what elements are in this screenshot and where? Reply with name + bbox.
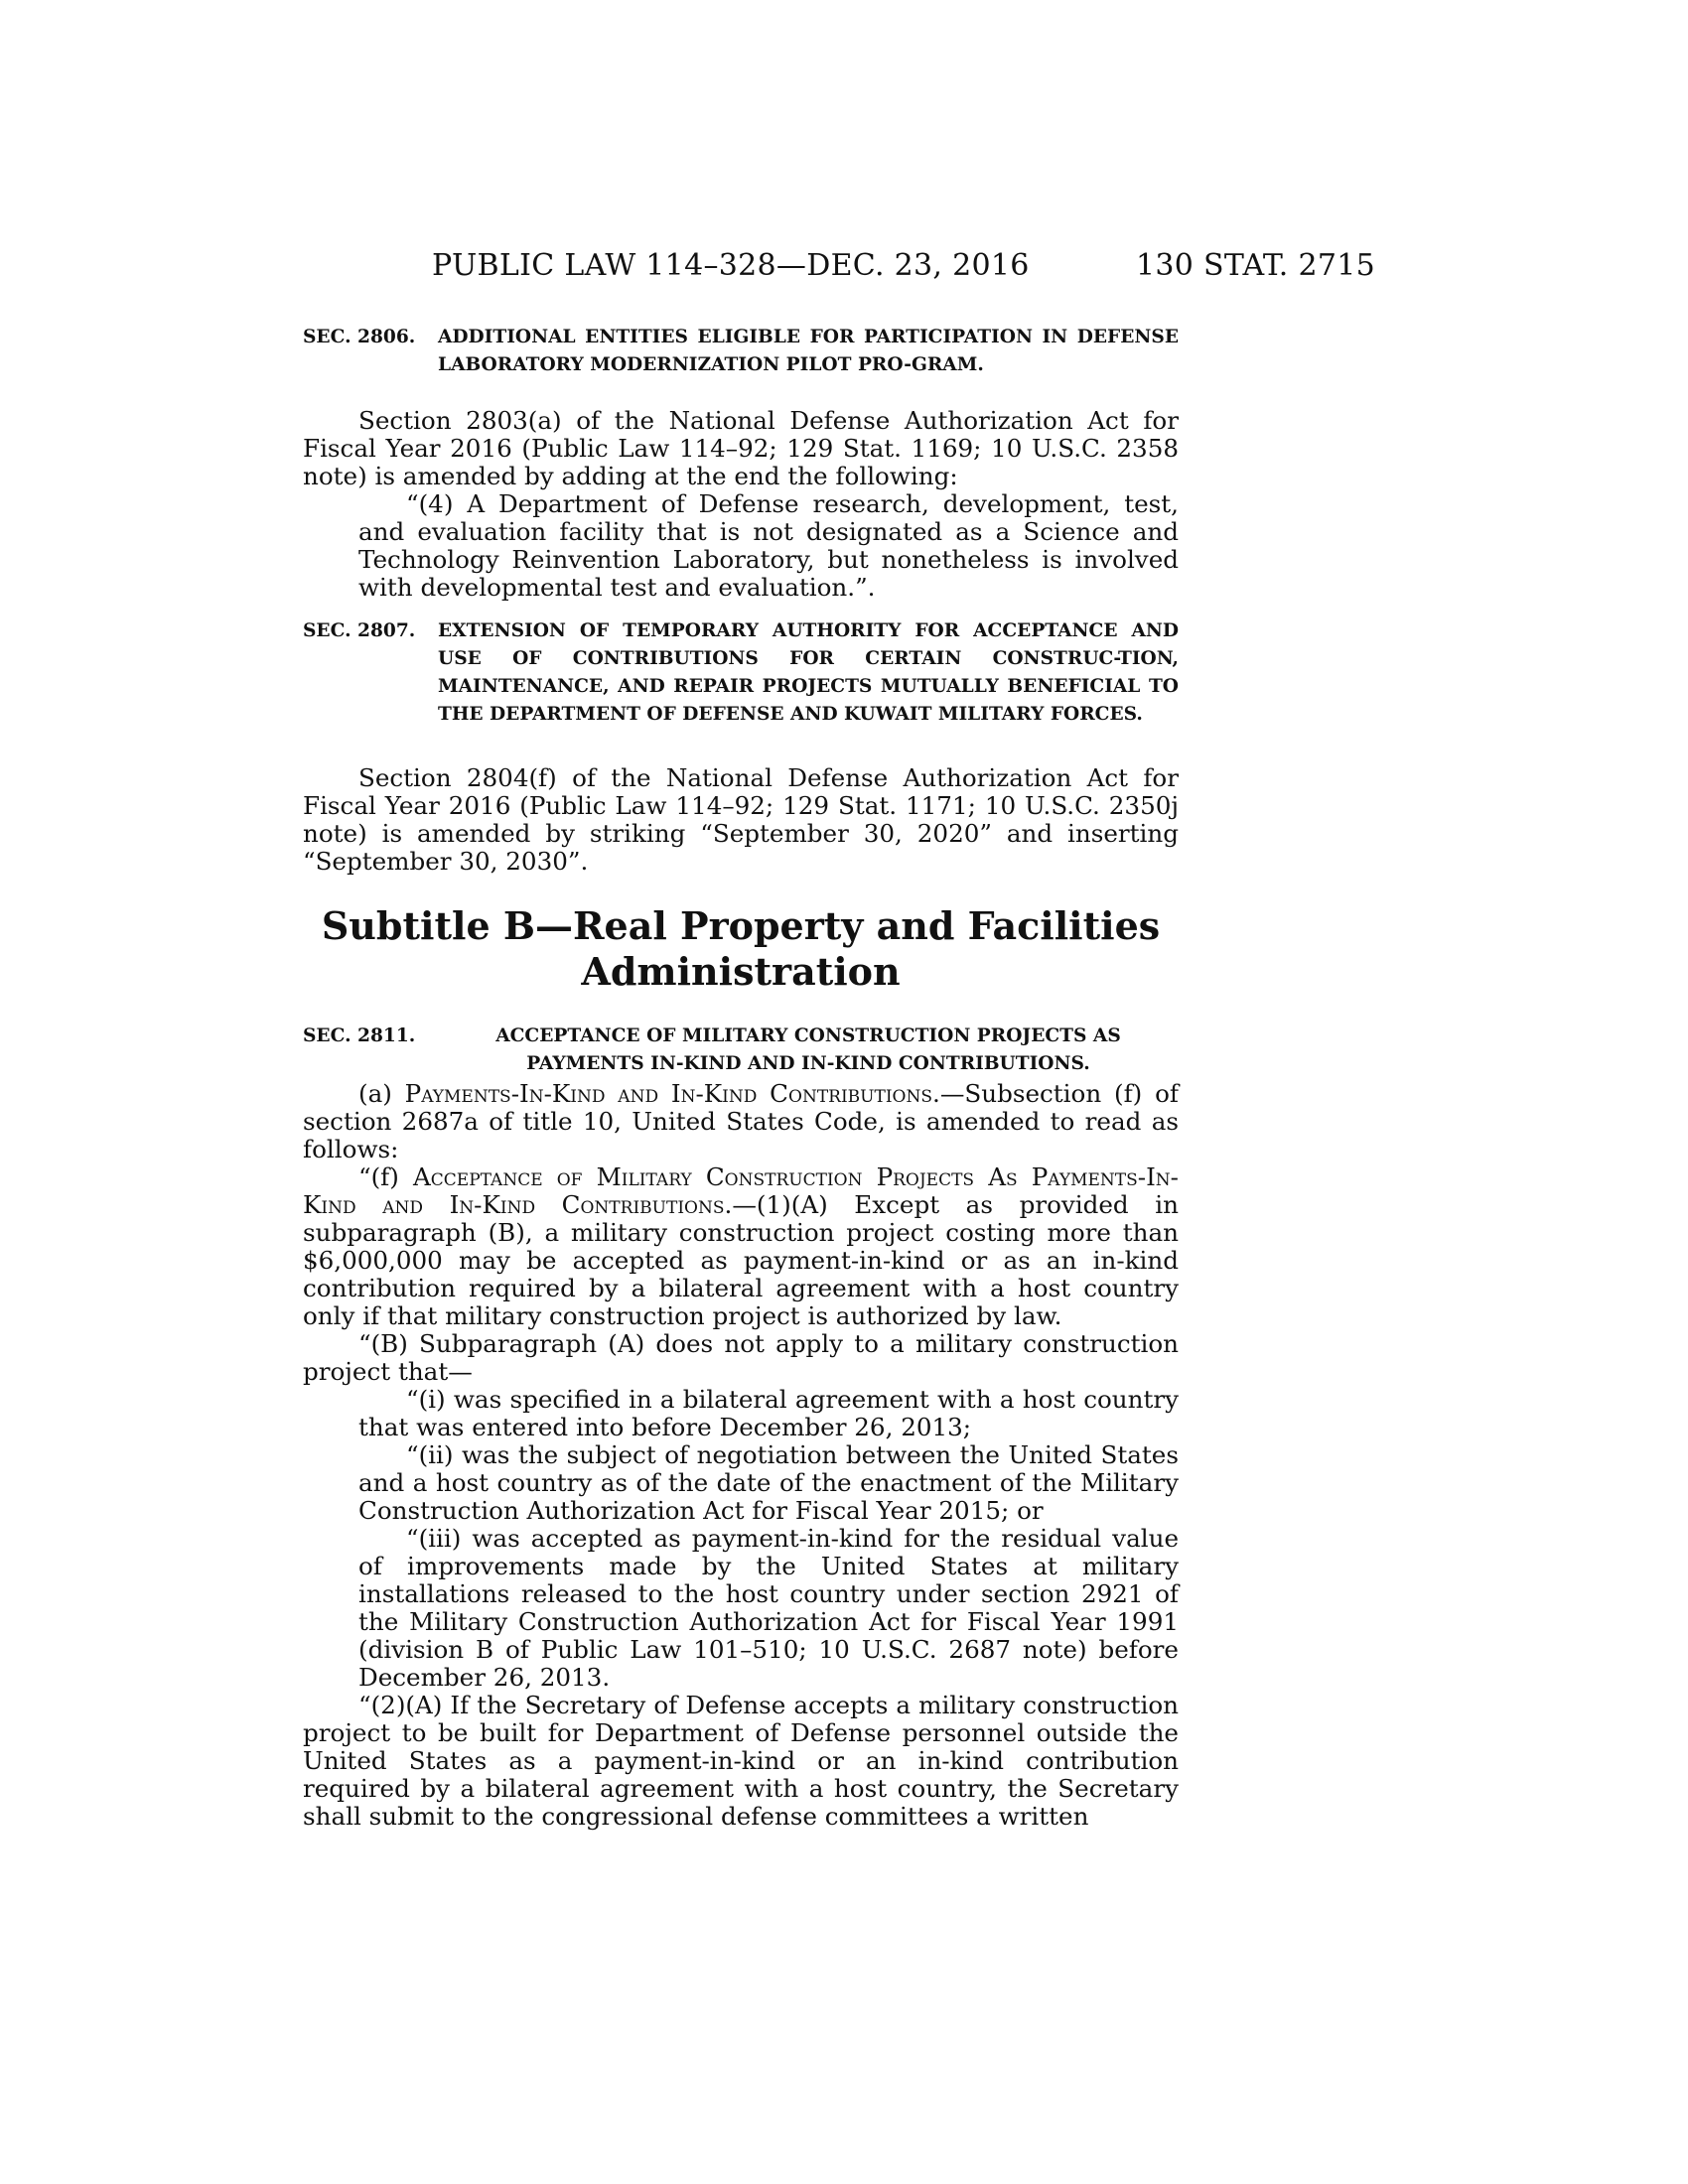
subtitle-line-1: Subtitle B—Real Property and Facilities: [321, 903, 1161, 948]
running-header: [303, 248, 1375, 288]
section-2807-body: [303, 764, 1179, 876]
section-title: ACCEPTANCE OF MILITARY CONSTRUCTION PROJECTS AS PAYMENTS IN-KIND AND IN-KIND CONTRIBUTIONS.: [495, 1025, 1121, 1074]
paragraph: Section 2804(f) of the National Defense Authorization Act for Fiscal Year 2016 (Public Law 114–92; 129 Stat. 1171; 10 U.S.C. 2350j note) is amended by striking “September 30, 2020” and inserting “September 30, 2030”.: [303, 763, 1179, 876]
quoted-paragraph: “(4) A Department of Defense research, development, test, and evaluation facility that is not designated as a Science and Technology Reinvention Laboratory, but nonetheless is involved with developmental test and evaluation.”.: [358, 489, 1179, 602]
section-2807-heading: [303, 617, 1179, 729]
subsection-label: “(f): [358, 1162, 399, 1191]
section-title: EXTENSION OF TEMPORARY AUTHORITY FOR ACCEPTANCE AND USE OF CONTRIBUTIONS FOR CERTAIN CONSTRUC-TION, MAINTENANCE, AND REPAIR PROJECTS MUTUALLY BENEFICIAL TO THE DEPARTMENT OF DEFENSE AND KUWAIT MILITARY FORCES.: [438, 620, 1179, 725]
subsection-text: .—(1)(A) Except as provided in subparagraph (B), a military construction project costing more than $6,000,000 may be accepted as payment-in-kind or as an in-kind contribution required by a bilateral agreement with a host country only if that military construction project is authorized by law.: [303, 1190, 1179, 1330]
subsection-a: [303, 1080, 1179, 1163]
section-2806-heading: [303, 324, 1179, 379]
section-2811-heading: [303, 1023, 1179, 1078]
subsection-label: (a): [358, 1079, 392, 1108]
clause-iii: “(iii) was accepted as payment-in-kind for the residual value of improvements made by the United States at military installations released to the host country under section 2921 of the Military Construction Authorization Act for Fiscal Year 1991 (division B of Public Law 101–510; 10 U.S.C. 2687 note) before December 26, 2013.: [358, 1524, 1179, 1692]
clause-ii: “(ii) was the subject of negotiation between the United States and a host country as of the date of the enactment of the Military Construction Authorization Act for Fiscal Year 2015; or: [358, 1440, 1179, 1525]
section-number: SEC. 2811.: [303, 1025, 416, 1046]
clause-i: “(i) was specified in a bilateral agreement with a host country that was entered into before December 26, 2013;: [358, 1385, 1179, 1441]
subsection-f: [303, 1163, 1179, 1330]
subsection-heading: Acceptance of Military Construction Projects As Payments-In-Kind and In-Kind Contributions: [303, 1162, 1179, 1219]
header-law-citation: PUBLIC LAW 114–328—DEC. 23, 2016: [432, 248, 1030, 283]
subtitle-line-2: Administration: [581, 949, 901, 994]
section-number: SEC. 2806.: [303, 327, 416, 347]
subsection-text: .—Subsection (f) of section 2687a of title 10, United States Code, is amended to read as follows:: [303, 1079, 1179, 1163]
header-stat-page: 130 STAT. 2715: [1136, 248, 1375, 283]
section-2811-body: [303, 1080, 1179, 1831]
subtitle-heading: [303, 903, 1179, 995]
subparagraph-b: “(B) Subparagraph (A) does not apply to a military construction project that—: [303, 1329, 1179, 1386]
section-2806-body: [303, 407, 1179, 602]
subsection-heading: Payments-In-Kind and In-Kind Contributions: [404, 1079, 932, 1108]
section-title: ADDITIONAL ENTITIES ELIGIBLE FOR PARTICIPATION IN DEFENSE LABORATORY MODERNIZATION PILOT PRO-GRAM.: [438, 327, 1179, 375]
paragraph-2a: “(2)(A) If the Secretary of Defense accepts a military construction project to be built for Department of Defense personnel outside the United States as a payment-in-kind or an in-kind contribution required by a bilateral agreement with a host country, the Secretary shall submit to the congressional defense committees a written: [303, 1691, 1179, 1831]
paragraph: Section 2803(a) of the National Defense Authorization Act for Fiscal Year 2016 (Public Law 114–92; 129 Stat. 1169; 10 U.S.C. 2358 note) is amended by adding at the end the following:: [303, 406, 1179, 490]
section-number: SEC. 2807.: [303, 620, 416, 641]
